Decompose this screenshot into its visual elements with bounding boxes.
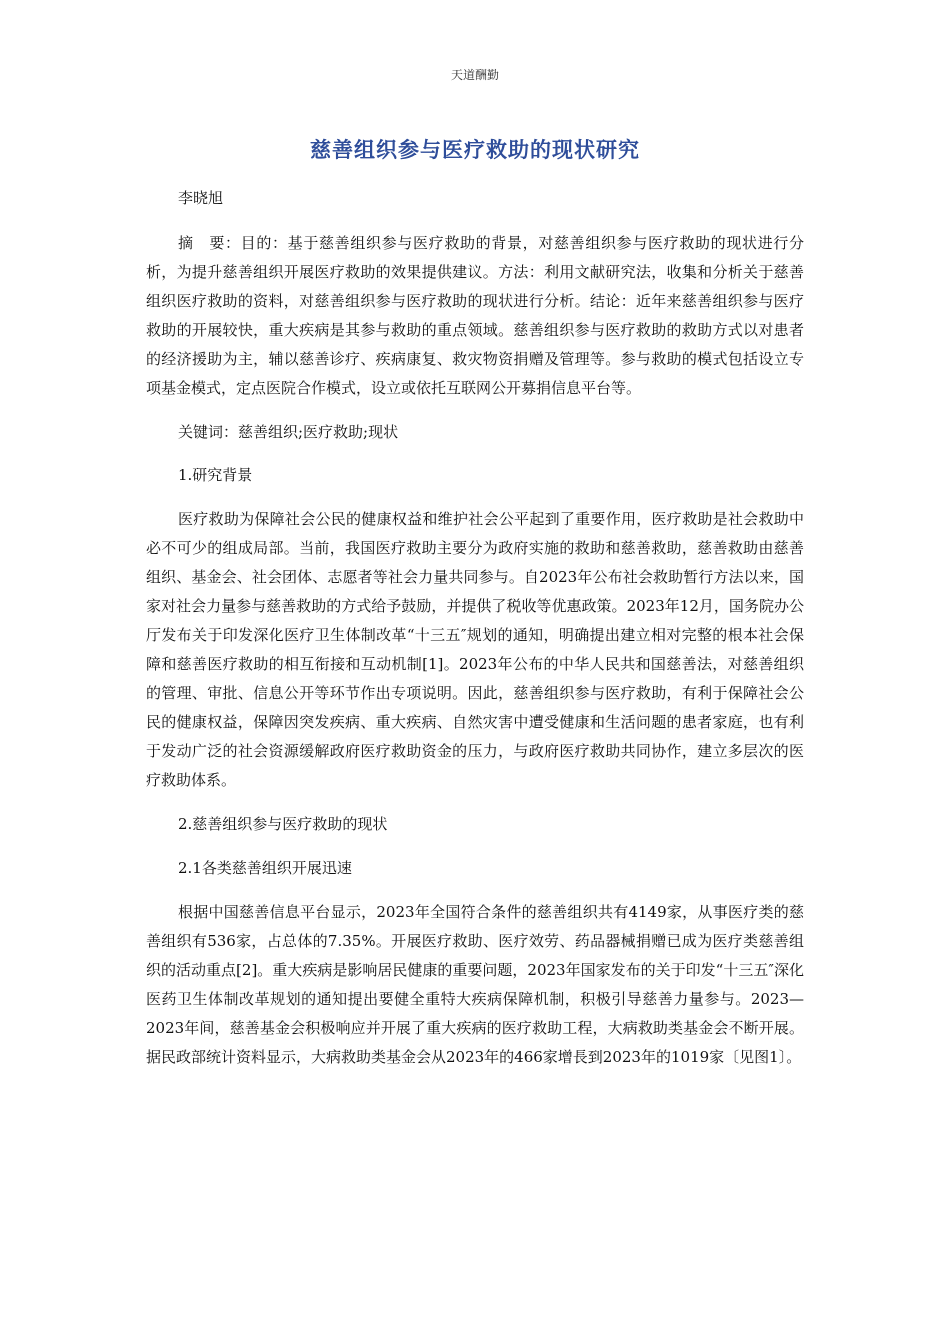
article-body	[146, 184, 804, 1087]
section-1-paragraph: 医疗救助为保障社会公民的健康权益和维护社会公平起到了重要作用，医疗救助是社会救助中必不可少的组成局部。当前，我国医疗救助主要分为政府实施的救助和慈善救助，慈善救助由慈善组织、基金会、社会团体、志愿者等社会力量共同参与。自2023年公布社会救助暂行方法以来，国家对社会力量参与慈善救助的方式给予鼓励，并提供了税收等优惠政策。2023年12月，国务院办公厅发布关于印发深化医疗卫生体制改革“十三五″规划的通知，明确提出建立相对完整的根本社会保障和慈善医疗救助的相互衔接和互动机制[1]。2023年公布的中华人民共和国慈善法，对慈善组织的管理、审批、信息公开等环节作出专项说明。因此，慈善组织参与医疗救助，有利于保障社会公民的健康权益，保障因突发疾病、重大疾病、自然灾害中遭受健康和生活问题的患者家庭，也有利于发动广泛的社会资源缓解政府医疗救助资金的压力，与政府医疗救助共同协作，建立多层次的医疗救助体系。	[146, 510, 804, 789]
article-title: 慈善组织参与医疗救助的现状研究	[310, 138, 640, 162]
section-2-1-heading: 2.1各类慈善组织开展迅速	[178, 859, 352, 877]
author: 李晓旭	[178, 189, 224, 207]
keywords: 关键词：慈善组织;医疗救助;现状	[178, 423, 399, 441]
section-1-heading: 1.研究背景	[178, 466, 253, 484]
section-2-heading: 2.慈善组织参与医疗救助的现状	[178, 815, 388, 833]
running-header: 天道酬勤	[450, 68, 499, 82]
abstract: 摘 要：目的：基于慈善组织参与医疗救助的背景，对慈善组织参与医疗救助的现状进行分析，为提升慈善组织开展医疗救助的效果提供建议。方法：利用文献研究法，收集和分析关于慈善组织医疗救助的资料，对慈善组织参与医疗救助的现状进行分析。结论：近年来慈善组织参与医疗救助的开展较快，重大疾病是其参与救助的重点领域。慈善组织参与医疗救助的救助方式以对患者的经济援助为主，辅以慈善诊疗、疾病康复、救灾物资捐赠及管理等。参与救助的模式包括设立专项基金模式，定点医院合作模式，设立或依托互联网公开募捐信息平台等。	[146, 234, 804, 397]
section-2-1-paragraph: 根据中国慈善信息平台显示，2023年全国符合条件的慈善组织共有4149家，从事医疗类的慈善组织有536家，占总体的7.35%。开展医疗救助、医疗效劳、药品器械捐赠已成为医疗类慈善组织的活动重点[2]。重大疾病是影响居民健康的重要问题，2023年国家发布的关于印发“十三五″深化医药卫生体制改革规划的通知提出要健全重特大疾病保障机制，积极引导慈善力量参与。2023—2023年间，慈善基金会积极响应并开展了重大疾病的医疗救助工程，大病救助类基金会不断开展。据民政部统计资料显示，大病救助类基金会从2023年的466家增長到2023年的1019家〔见图1〕。	[146, 903, 804, 1066]
